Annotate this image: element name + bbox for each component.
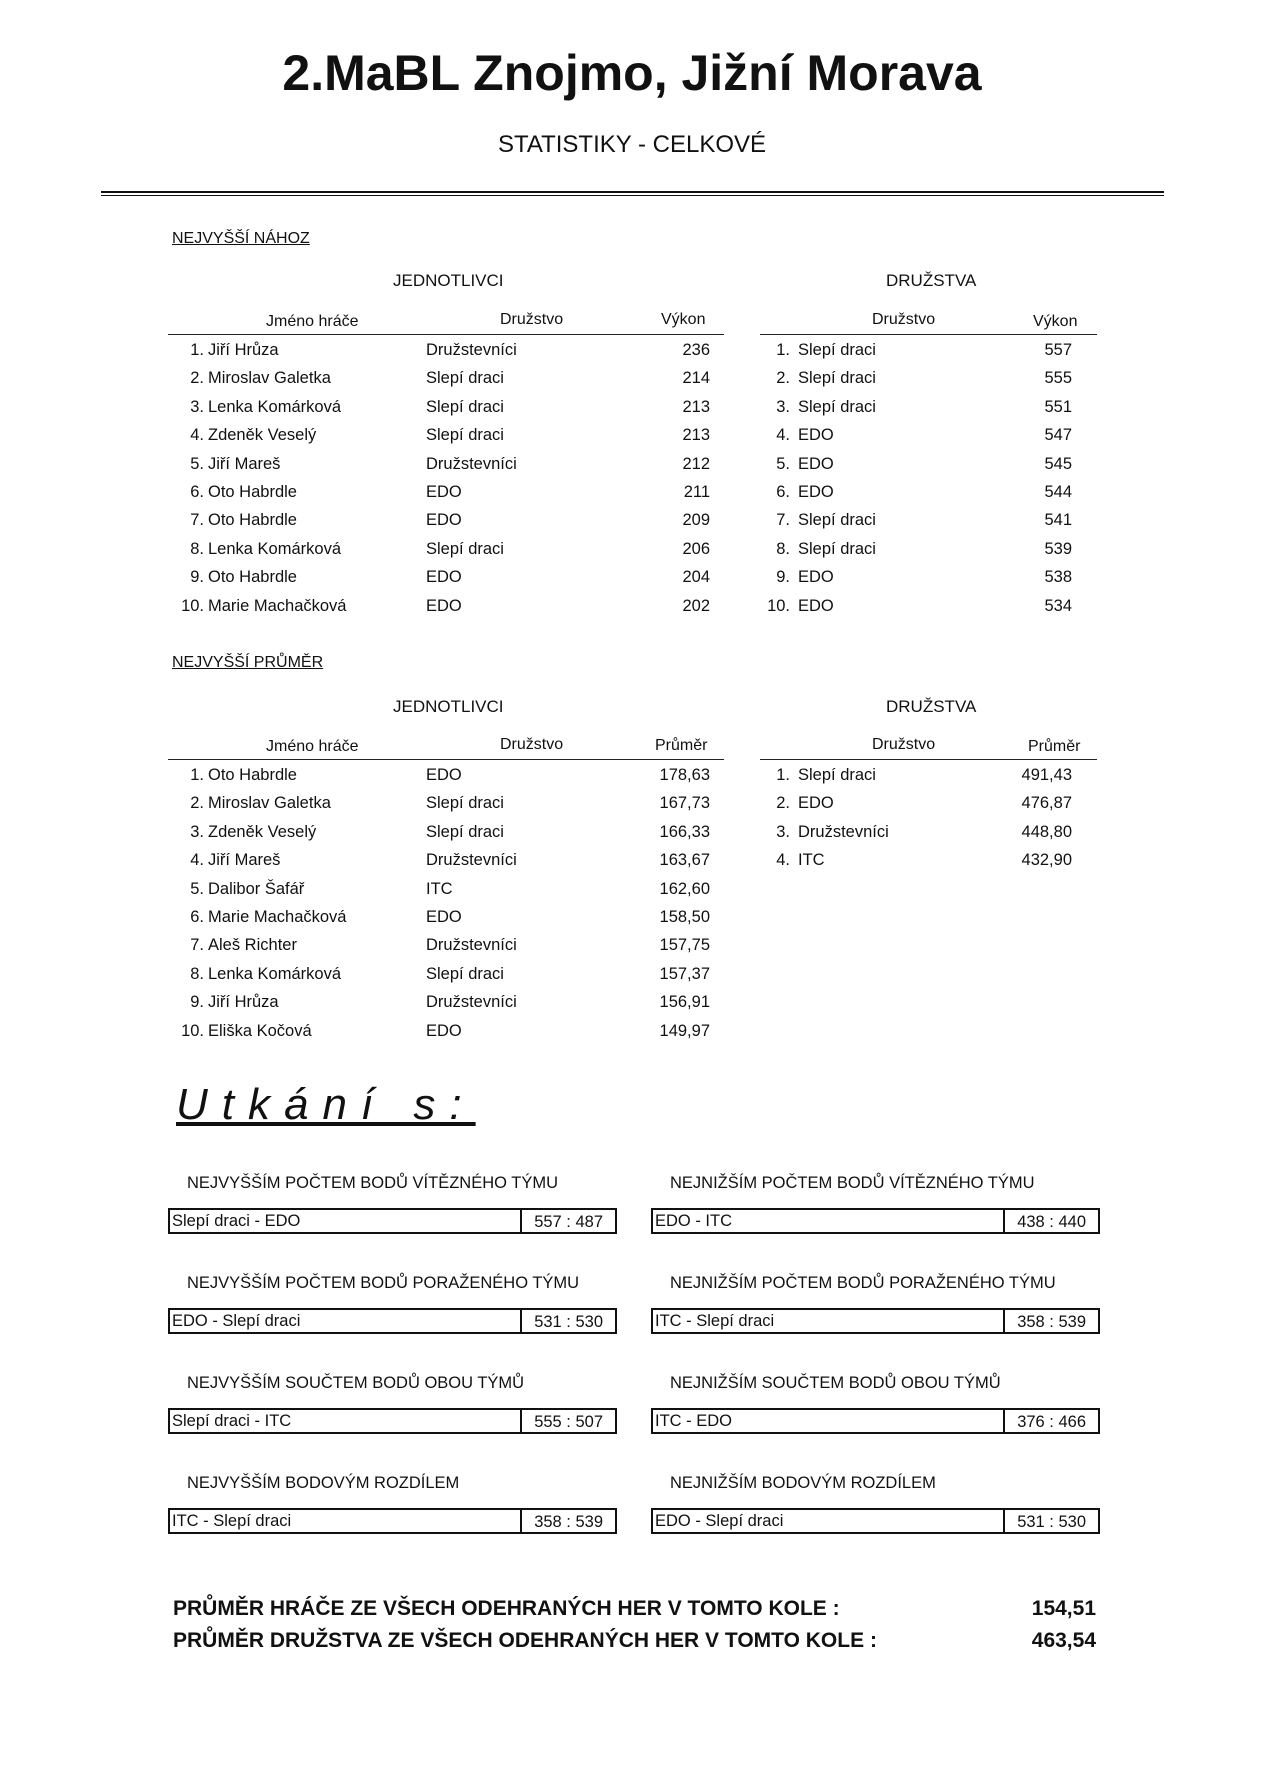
player-name: Lenka Komárková [208,397,341,416]
match-score: 531 : 530 [1017,1513,1086,1531]
nahoz-col-player: Jméno hráče [266,313,359,330]
player-average-label: PRŮMĚR HRÁČE ZE VŠECH ODEHRANÝCH HER V TOMTO KOLE : [173,1597,840,1620]
box-divider [520,1310,522,1332]
team-name: EDO [798,483,834,501]
match-record-label: NEJNIŽŠÍM POČTEM BODŮ PORAŽENÉHO TÝMU [670,1274,1056,1292]
match-score: 438 : 440 [1017,1213,1086,1231]
rank: 2. [776,369,790,388]
box-divider [1003,1310,1005,1332]
rank: 3. [776,822,790,841]
match-teams: Slepí draci - ITC [172,1412,292,1430]
table-row [168,341,724,369]
value: 166,33 [659,822,710,841]
value: 163,67 [659,851,710,870]
match-score: 376 : 466 [1017,1413,1086,1431]
header-rule-bottom [101,195,1164,196]
value: 547 [1044,426,1072,445]
prumer-teams-heading: DRUŽSTVA [886,697,977,716]
box-divider [1003,1510,1005,1532]
match-record-label: NEJNIŽŠÍM BODOVÝM ROZDÍLEM [670,1474,936,1492]
team-name: Slepí draci [798,766,876,784]
value: 162,60 [659,879,710,898]
value: 149,97 [659,1021,710,1040]
match-teams: ITC - Slepí draci [172,1512,292,1530]
match-record-box [651,1508,1100,1534]
value: 212 [682,454,710,473]
rank: 2. [190,369,204,388]
value: 156,91 [659,993,710,1012]
team-name: Slepí draci [426,369,504,388]
player-average-value: 154,51 [1031,1597,1096,1620]
value: 204 [682,568,710,587]
rank: 4. [190,851,204,870]
team-name: Slepí draci [798,369,876,388]
match-record-box [168,1208,617,1234]
value: 541 [1044,511,1072,530]
rank: 4. [190,426,204,445]
table-row [760,540,1097,568]
box-divider [520,1410,522,1432]
team-name: Družstevníci [426,341,517,359]
table-row [168,851,724,879]
value: 448,80 [1021,822,1072,841]
table-row [168,426,724,454]
value: 178,63 [659,766,710,784]
table-row [760,766,1097,794]
team-name: EDO [798,454,834,473]
team-average-label: PRŮMĚR DRUŽSTVA ZE VŠECH ODEHRANÝCH HER V TOMTO KOLE : [173,1629,877,1652]
table-row [168,398,724,426]
table-row [168,455,724,483]
table-row [760,511,1097,539]
value: 157,75 [659,936,710,955]
team-name: EDO [426,511,462,530]
rank: 5. [776,454,790,473]
team-name: Slepí draci [426,964,504,983]
value: 213 [682,397,710,416]
table-row [168,823,724,851]
player-name: Oto Habrdle [208,568,297,587]
section-label-prumer: NEJVYŠŠÍ PRŮMĚR [172,654,324,671]
table-row [760,597,1097,625]
match-record-label: NEJVYŠŠÍM SOUČTEM BODŮ OBOU TÝMŮ [187,1374,525,1392]
value: 157,37 [659,964,710,983]
match-record-box [168,1508,617,1534]
rank: 3. [190,397,204,416]
rank: 8. [190,964,204,983]
prumer-col-player: Jméno hráče [266,738,359,755]
player-name: Jiří Hrůza [208,993,279,1012]
rank: 7. [776,511,790,530]
table-row [760,568,1097,596]
value: 555 [1044,369,1072,388]
team-name: EDO [426,568,462,587]
rank: 1. [776,341,790,359]
page-subtitle: STATISTIKY - CELKOVÉ [497,131,767,158]
nahoz-individuals-header-line [168,334,724,335]
rank: 9. [190,993,204,1012]
table-row [168,540,724,568]
team-name: Slepí draci [798,397,876,416]
match-score: 557 : 487 [534,1213,603,1231]
player-name: Jiří Hrůza [208,341,279,359]
value: 432,90 [1021,851,1072,870]
player-name: Dalibor Šafář [208,879,305,898]
value: 534 [1044,596,1072,615]
table-row [168,880,724,908]
table-row [168,993,724,1021]
match-record-label: NEJNIŽŠÍM POČTEM BODŮ VÍTĚZNÉHO TÝMU [670,1174,1035,1192]
value: 491,43 [1021,766,1072,784]
nahoz-teams-header-line [760,334,1097,335]
player-name: Zdeněk Veselý [208,426,317,445]
table-row [168,511,724,539]
team-name: Slepí draci [426,794,504,813]
match-score: 358 : 539 [534,1513,603,1531]
value: 211 [683,483,710,501]
value: 538 [1044,568,1072,587]
team-name: EDO [426,766,462,784]
rank: 4. [776,851,790,870]
match-record-box [651,1208,1100,1234]
value: 545 [1044,454,1072,473]
match-score: 555 : 507 [534,1413,603,1431]
match-teams: ITC - EDO [655,1412,732,1430]
table-row [760,851,1097,879]
match-record-label: NEJVYŠŠÍM BODOVÝM ROZDÍLEM [187,1474,460,1492]
player-name: Miroslav Galetka [208,369,331,388]
value: 236 [682,341,710,359]
team-name: Slepí draci [798,511,876,530]
team-name: Slepí draci [798,539,876,558]
player-name: Jiří Mareš [208,454,281,473]
team-name: EDO [426,908,462,926]
team-name: EDO [426,1021,462,1040]
rank: 10. [767,596,790,615]
match-record-label: NEJVYŠŠÍM POČTEM BODŮ VÍTĚZNÉHO TÝMU [187,1174,558,1192]
table-row [760,794,1097,822]
nahoz-col-team: Družstvo [500,311,564,328]
team-name: Družstevníci [426,993,517,1012]
match-teams: EDO - Slepí draci [172,1312,301,1330]
team-name: EDO [426,483,462,501]
match-teams: ITC - Slepí draci [655,1312,775,1330]
nahoz-col-value: Výkon [661,311,706,328]
table-row [760,341,1097,369]
rank: 6. [190,908,204,926]
rank: 6. [776,483,790,501]
table-row [168,1022,724,1050]
rank: 1. [190,341,204,359]
rank: 5. [190,879,204,898]
player-name: Oto Habrdle [208,511,297,530]
player-name: Miroslav Galetka [208,794,331,813]
table-row [168,794,724,822]
match-record-label: NEJVYŠŠÍM POČTEM BODŮ PORAŽENÉHO TÝMU [187,1274,580,1292]
table-row [760,369,1097,397]
player-name: Jiří Mareš [208,851,281,870]
prumer-individuals-heading: JEDNOTLIVCI [393,697,504,716]
value: 206 [682,539,710,558]
rank: 10. [181,1021,204,1040]
table-row [168,369,724,397]
player-name: Oto Habrdle [208,766,297,784]
player-name: Marie Machačková [208,908,347,926]
table-row [168,766,724,794]
section-label-nahoz: NEJVYŠŠÍ NÁHOZ [172,230,310,247]
rank: 9. [190,568,204,587]
value: 544 [1044,483,1072,501]
rank: 8. [190,539,204,558]
table-row [760,483,1097,511]
prumer-team-col-value: Průměr [1028,738,1081,755]
player-name: Eliška Kočová [208,1021,312,1040]
value: 551 [1044,397,1072,416]
table-row [760,398,1097,426]
team-name: EDO [798,568,834,587]
value: 213 [682,426,710,445]
team-name: Slepí draci [426,822,504,841]
match-record-box [651,1408,1100,1434]
box-divider [1003,1210,1005,1232]
rank: 6. [190,483,204,501]
player-name: Zdeněk Veselý [208,822,317,841]
team-name: EDO [798,794,834,813]
team-name: Družstevníci [798,822,889,841]
value: 167,73 [659,794,710,813]
header-rule-top [101,191,1164,193]
rank: 2. [190,794,204,813]
table-row [168,597,724,625]
table-row [168,908,724,936]
prumer-teams-header-line [760,759,1097,760]
box-divider [520,1510,522,1532]
team-name: Slepí draci [426,397,504,416]
team-name: EDO [798,426,834,445]
prumer-col-value: Průměr [655,737,708,754]
team-name: EDO [426,596,462,615]
table-row [168,965,724,993]
page-title: 2.MaBL Znojmo, Jižní Morava [282,45,982,101]
team-average-value: 463,54 [1031,1629,1096,1652]
value: 557 [1044,341,1072,359]
team-name: Slepí draci [426,426,504,445]
nahoz-individuals-heading: JEDNOTLIVCI [393,271,504,290]
value: 158,50 [659,908,710,926]
rank: 1. [190,766,204,784]
rank: 10. [181,596,204,615]
rank: 2. [776,794,790,813]
nahoz-team-col-team: Družstvo [872,311,936,328]
match-score: 358 : 539 [1017,1313,1086,1331]
rank: 9. [776,568,790,587]
table-row [168,483,724,511]
box-divider [1003,1410,1005,1432]
table-row [168,568,724,596]
nahoz-teams-heading: DRUŽSTVA [886,271,977,290]
rank: 7. [190,511,204,530]
team-name: EDO [798,596,834,615]
player-name: Aleš Richter [208,936,297,955]
rank: 3. [776,397,790,416]
match-record-box [651,1308,1100,1334]
box-divider [520,1210,522,1232]
team-name: Slepí draci [798,341,876,359]
player-name: Marie Machačková [208,596,347,615]
matches-heading: Utkání s: [176,1080,476,1129]
player-name: Lenka Komárková [208,964,341,983]
value: 476,87 [1021,794,1072,813]
team-name: Družstevníci [426,936,517,955]
match-teams: EDO - ITC [655,1212,732,1230]
table-row [168,936,724,964]
player-name: Oto Habrdle [208,483,297,501]
rank: 4. [776,426,790,445]
rank: 3. [190,822,204,841]
value: 202 [682,596,710,615]
rank: 7. [190,936,204,955]
team-name: ITC [426,879,453,898]
match-record-box [168,1308,617,1334]
value: 214 [682,369,710,388]
prumer-team-col-team: Družstvo [872,736,936,753]
team-name: Slepí draci [426,539,504,558]
rank: 8. [776,539,790,558]
table-row [760,823,1097,851]
rank: 5. [190,454,204,473]
table-row [760,426,1097,454]
match-record-box [168,1408,617,1434]
team-name: Družstevníci [426,851,517,870]
prumer-col-team: Družstvo [500,736,564,753]
match-teams: Slepí draci - EDO [172,1212,301,1230]
value: 539 [1044,539,1072,558]
player-name: Lenka Komárková [208,539,341,558]
team-name: Družstevníci [426,454,517,473]
rank: 1. [776,766,790,784]
team-name: ITC [798,851,825,870]
value: 209 [682,511,710,530]
match-teams: EDO - Slepí draci [655,1512,784,1530]
nahoz-team-col-value: Výkon [1033,313,1078,330]
match-record-label: NEJNIŽŠÍM SOUČTEM BODŮ OBOU TÝMŮ [670,1374,1001,1392]
prumer-individuals-header-line [168,759,724,760]
match-score: 531 : 530 [534,1313,603,1331]
table-row [760,455,1097,483]
